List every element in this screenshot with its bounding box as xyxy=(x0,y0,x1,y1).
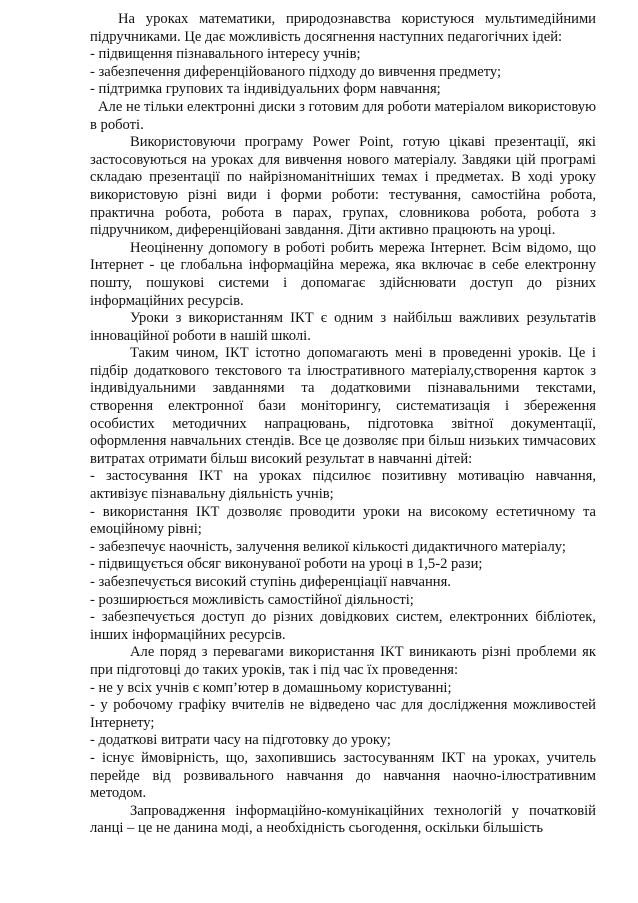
list-item: - не у всіх учнів є комп’ютер в домашньому користуванні; xyxy=(90,679,452,696)
paragraph: Використовуючи програму Power Point, готую цікаві презентації, які застосовуються на уроках для вивчення нового матеріалу. Завдяки цій програмі складаю презентації по найрізноманітніших темах і предметах. В ході уроку використовую різні види і форми роботи: тестування, самостійна робота, практична робота, робота в парах, групах, словникова робота, робота з підручником, диференційовані завдання. Діти активно працюють на уроці. xyxy=(90,134,596,239)
list-item: - існує ймовірність, що, захопившись застосуванням ІКТ на уроках, учитель перейде від розвивального навчання до навчання наочно-ілюстративним методом. xyxy=(90,749,596,802)
paragraph: Але не тільки електронні диски з готовим для роботи матеріалом використовую в роботі. xyxy=(90,98,596,133)
paragraph: Неоціненну допомогу в роботі робить мережа Інтернет. Всім відомо, що Інтернет - це глобальна інформаційна мережа, яка включає в себе електронну пошту, пошукові системи і допомагає здійснювати доступ до різних інформаційних ресурсів. xyxy=(90,239,596,309)
list-item: - розширюється можливість самостійної діяльності; xyxy=(90,591,414,608)
paragraph: Уроки з використанням ІКТ є одним з найбільш важливих результатів інноваційної роботи в нашій школі. xyxy=(90,310,596,344)
list-item: - забезпечується доступ до різних довідкових систем, електронних бібліотек, інших інформаційних ресурсів. xyxy=(90,609,596,643)
list-item: - забезпечується високий ступінь диференціації навчання. xyxy=(90,574,451,590)
list-item: - підтримка групових та індивідуальних форм навчання; xyxy=(90,81,441,98)
list-item: - забезпечує наочність, залучення великої кількості дидактичного матеріалу; xyxy=(90,538,566,555)
list-item: - використання ІКТ дозволяє проводити уроки на високому естетичному та емоційному рівні; xyxy=(90,503,596,538)
paragraph-intro: На уроках математики, природознавства користуюся мультимедійними підручниками. Це дає можливість досягнення наступних педагогічних ідей: xyxy=(90,11,596,45)
paragraph: Таким чином, ІКТ істотно допомагають мені в проведенні уроків. Це і підбір додаткового текстового та ілюстративного матеріалу,створення карток з індивідуальними завданнями та додатковими пізнавальними текстами, створення електронної бази моніторингу, систематизація і збереження особистих методичних напрацювань, підготовка звітної документації, оформлення навчальних стендів. Все це дозволяє при більш низьких тимчасових витратах отримати більш високий результат в навчанні дітей: xyxy=(90,345,596,467)
list-item: - у робочому графіку вчителів не відведено час для дослідження можливостей Інтернету; xyxy=(90,697,596,731)
list-item: - додаткові витрати часу на підготовку до уроку; xyxy=(90,732,391,749)
paragraph: Але поряд з перевагами використання ІКТ виникають різні проблеми як при підготовці до таких уроків, так і під час їх проведення: xyxy=(90,644,596,678)
list-item: - застосування ІКТ на уроках підсилює позитивну мотивацію навчання, активізує пізнавальну діяльність учнів; xyxy=(90,468,596,503)
document-body xyxy=(90,11,596,838)
paragraph: Запровадження інформаційно-комунікаційних технологій у початковій ланці – це не данина моді, а необхідність сьогодення, оскільки більшість xyxy=(90,802,596,837)
list-item: - забезпечення диференційованого підходу до вивчення предмету; xyxy=(90,63,502,80)
list-item: - підвищення пізнавального інтересу учнів; xyxy=(90,46,361,63)
list-item: - підвищується обсяг виконуваної роботи на уроці в 1,5-2 рази; xyxy=(90,556,483,573)
